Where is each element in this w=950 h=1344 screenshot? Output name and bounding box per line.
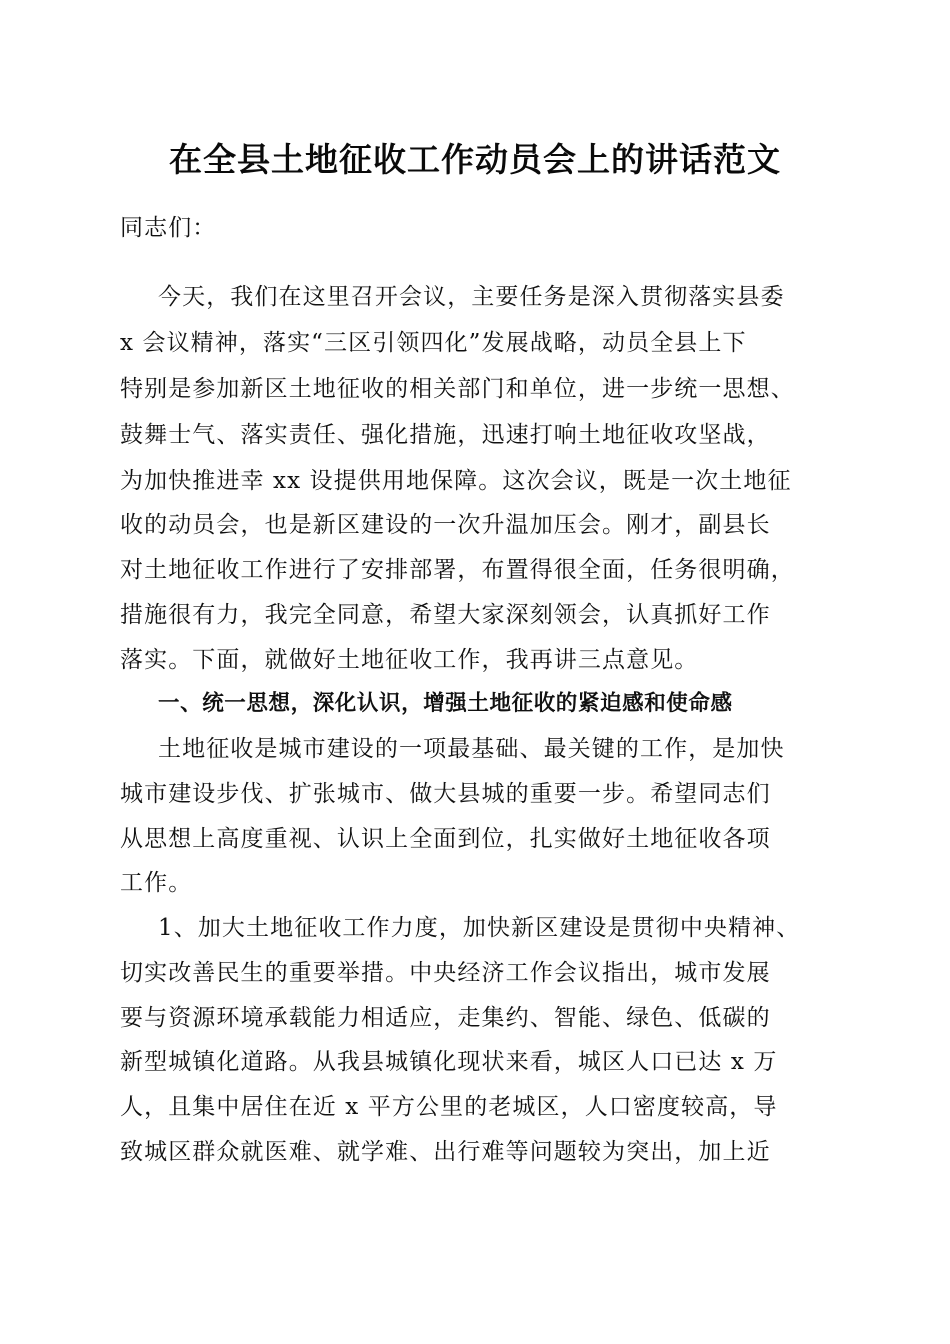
paragraph-line: 工作。: [120, 870, 193, 896]
paragraph-line: 落实。下面，就做好土地征收工作，我再讲三点意见。: [120, 647, 699, 673]
paragraph-line: 今天，我们在这里召开会议，主要任务是深入贯彻落实县委: [158, 284, 785, 310]
section-heading: 一、统一思想，深化认识，增强土地征收的紧迫感和使命感: [158, 691, 733, 716]
paragraph-line: 特别是参加新区土地征收的相关部门和单位，进一步统一思想、: [120, 376, 795, 402]
paragraph-line: 新型城镇化道路。从我县城镇化现状来看，城区人口已达 x 万: [120, 1049, 778, 1075]
paragraph-line: 鼓舞士气、落实责任、强化措施，迅速打响土地征收攻坚战，: [120, 422, 771, 448]
paragraph-line: 城市建设步伐、扩张城市、做大县城的重要一步。希望同志们: [120, 781, 771, 807]
paragraph-line: 1、加大土地征收工作力度，加快新区建设是贯彻中央精神、: [158, 915, 801, 941]
paragraph-line: x 会议精神，落实“三区引领四化”发展战略，动员全县上下: [120, 330, 747, 356]
paragraph-line: 要与资源环境承载能力相适应，走集约、智能、绿色、低碳的: [120, 1005, 771, 1031]
paragraph-line: 致城区群众就医难、就学难、出行难等问题较为突出，加上近: [120, 1139, 771, 1165]
paragraph-line: 切实改善民生的重要举措。中央经济工作会议指出，城市发展: [120, 960, 771, 986]
paragraph-line: 对土地征收工作进行了安排部署，布置得很全面，任务很明确，: [120, 557, 795, 583]
paragraph-line: 收的动员会，也是新区建设的一次升温加压会。刚才，副县长: [120, 512, 771, 538]
paragraph-line: 为加快推进幸 xx 设提供用地保障。这次会议，既是一次土地征: [120, 468, 792, 494]
paragraph-line: 从思想上高度重视、认识上全面到位，扎实做好土地征收各项: [120, 826, 771, 852]
salutation: 同志们：: [120, 215, 217, 241]
document-title: 在全县土地征收工作动员会上的讲话范文: [169, 140, 781, 179]
paragraph-line: 土地征收是城市建设的一项最基础、最关键的工作，是加快: [158, 736, 785, 762]
paragraph-line: 人，且集中居住在近 x 平方公里的老城区，人口密度较高，导: [120, 1094, 778, 1120]
paragraph-line: 措施很有力，我完全同意，希望大家深刻领会，认真抓好工作: [120, 602, 771, 628]
